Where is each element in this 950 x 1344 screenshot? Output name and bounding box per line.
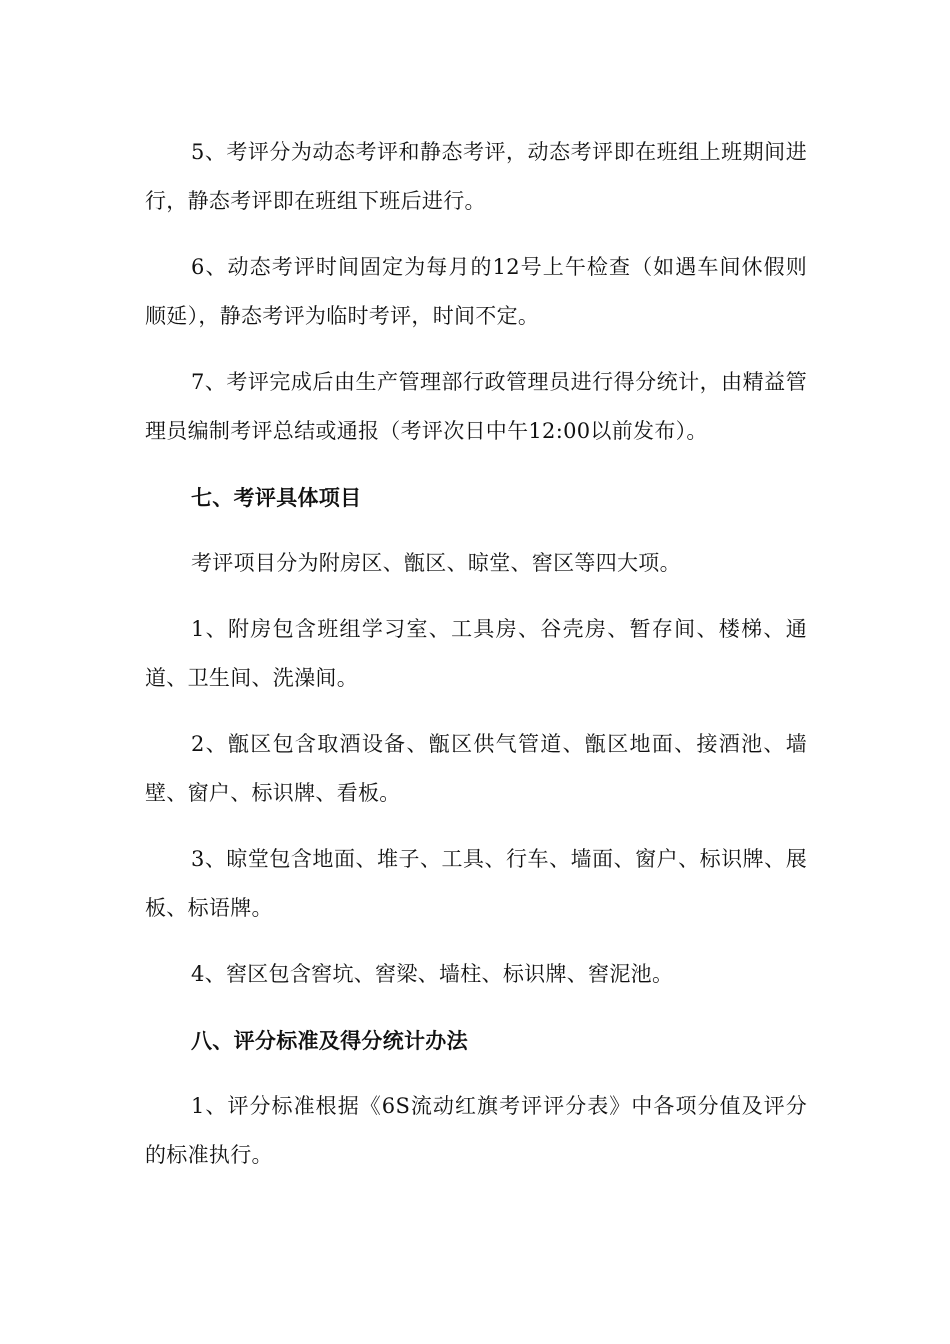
section-heading-7: 七、考评具体项目 [191, 485, 362, 510]
paragraph-scoring-standard: 1、评分标准根据《6S流动红旗考评评分表》中各项分值及评分的标准执行。 [145, 1094, 807, 1167]
document-body [145, 128, 807, 1197]
paragraph-annex-rooms: 1、附房包含班组学习室、工具房、谷壳房、暂存间、楼梯、通道、卫生间、洗澡间。 [145, 617, 807, 690]
paragraph-cellar-area: 4、窖区包含窖坑、窖梁、墙柱、标识牌、窖泥池。 [191, 962, 674, 986]
paragraph-item-7: 7、考评完成后由生产管理部行政管理员进行得分统计，由精益管理员编制考评总结或通报（考评次日中午12:00以前发布）。 [145, 370, 807, 443]
paragraph-item-6: 6、动态考评时间固定为每月的12号上午检查（如遇车间休假则顺延），静态考评为临时考评，时间不定。 [145, 255, 807, 328]
paragraph-cooling-floor: 3、晾堂包含地面、堆子、工具、行车、墙面、窗户、标识牌、展板、标语牌。 [145, 847, 807, 920]
section-intro-paragraph: 考评项目分为附房区、甑区、晾堂、窖区等四大项。 [191, 551, 681, 575]
section-heading-8: 八、评分标准及得分统计办法 [191, 1028, 468, 1053]
paragraph-still-area: 2、甑区包含取酒设备、甑区供气管道、甑区地面、接酒池、墙壁、窗户、标识牌、看板。 [145, 732, 807, 805]
paragraph-item-5: 5、考评分为动态考评和静态考评，动态考评即在班组上班期间进行，静态考评即在班组下班后进行。 [145, 140, 807, 213]
